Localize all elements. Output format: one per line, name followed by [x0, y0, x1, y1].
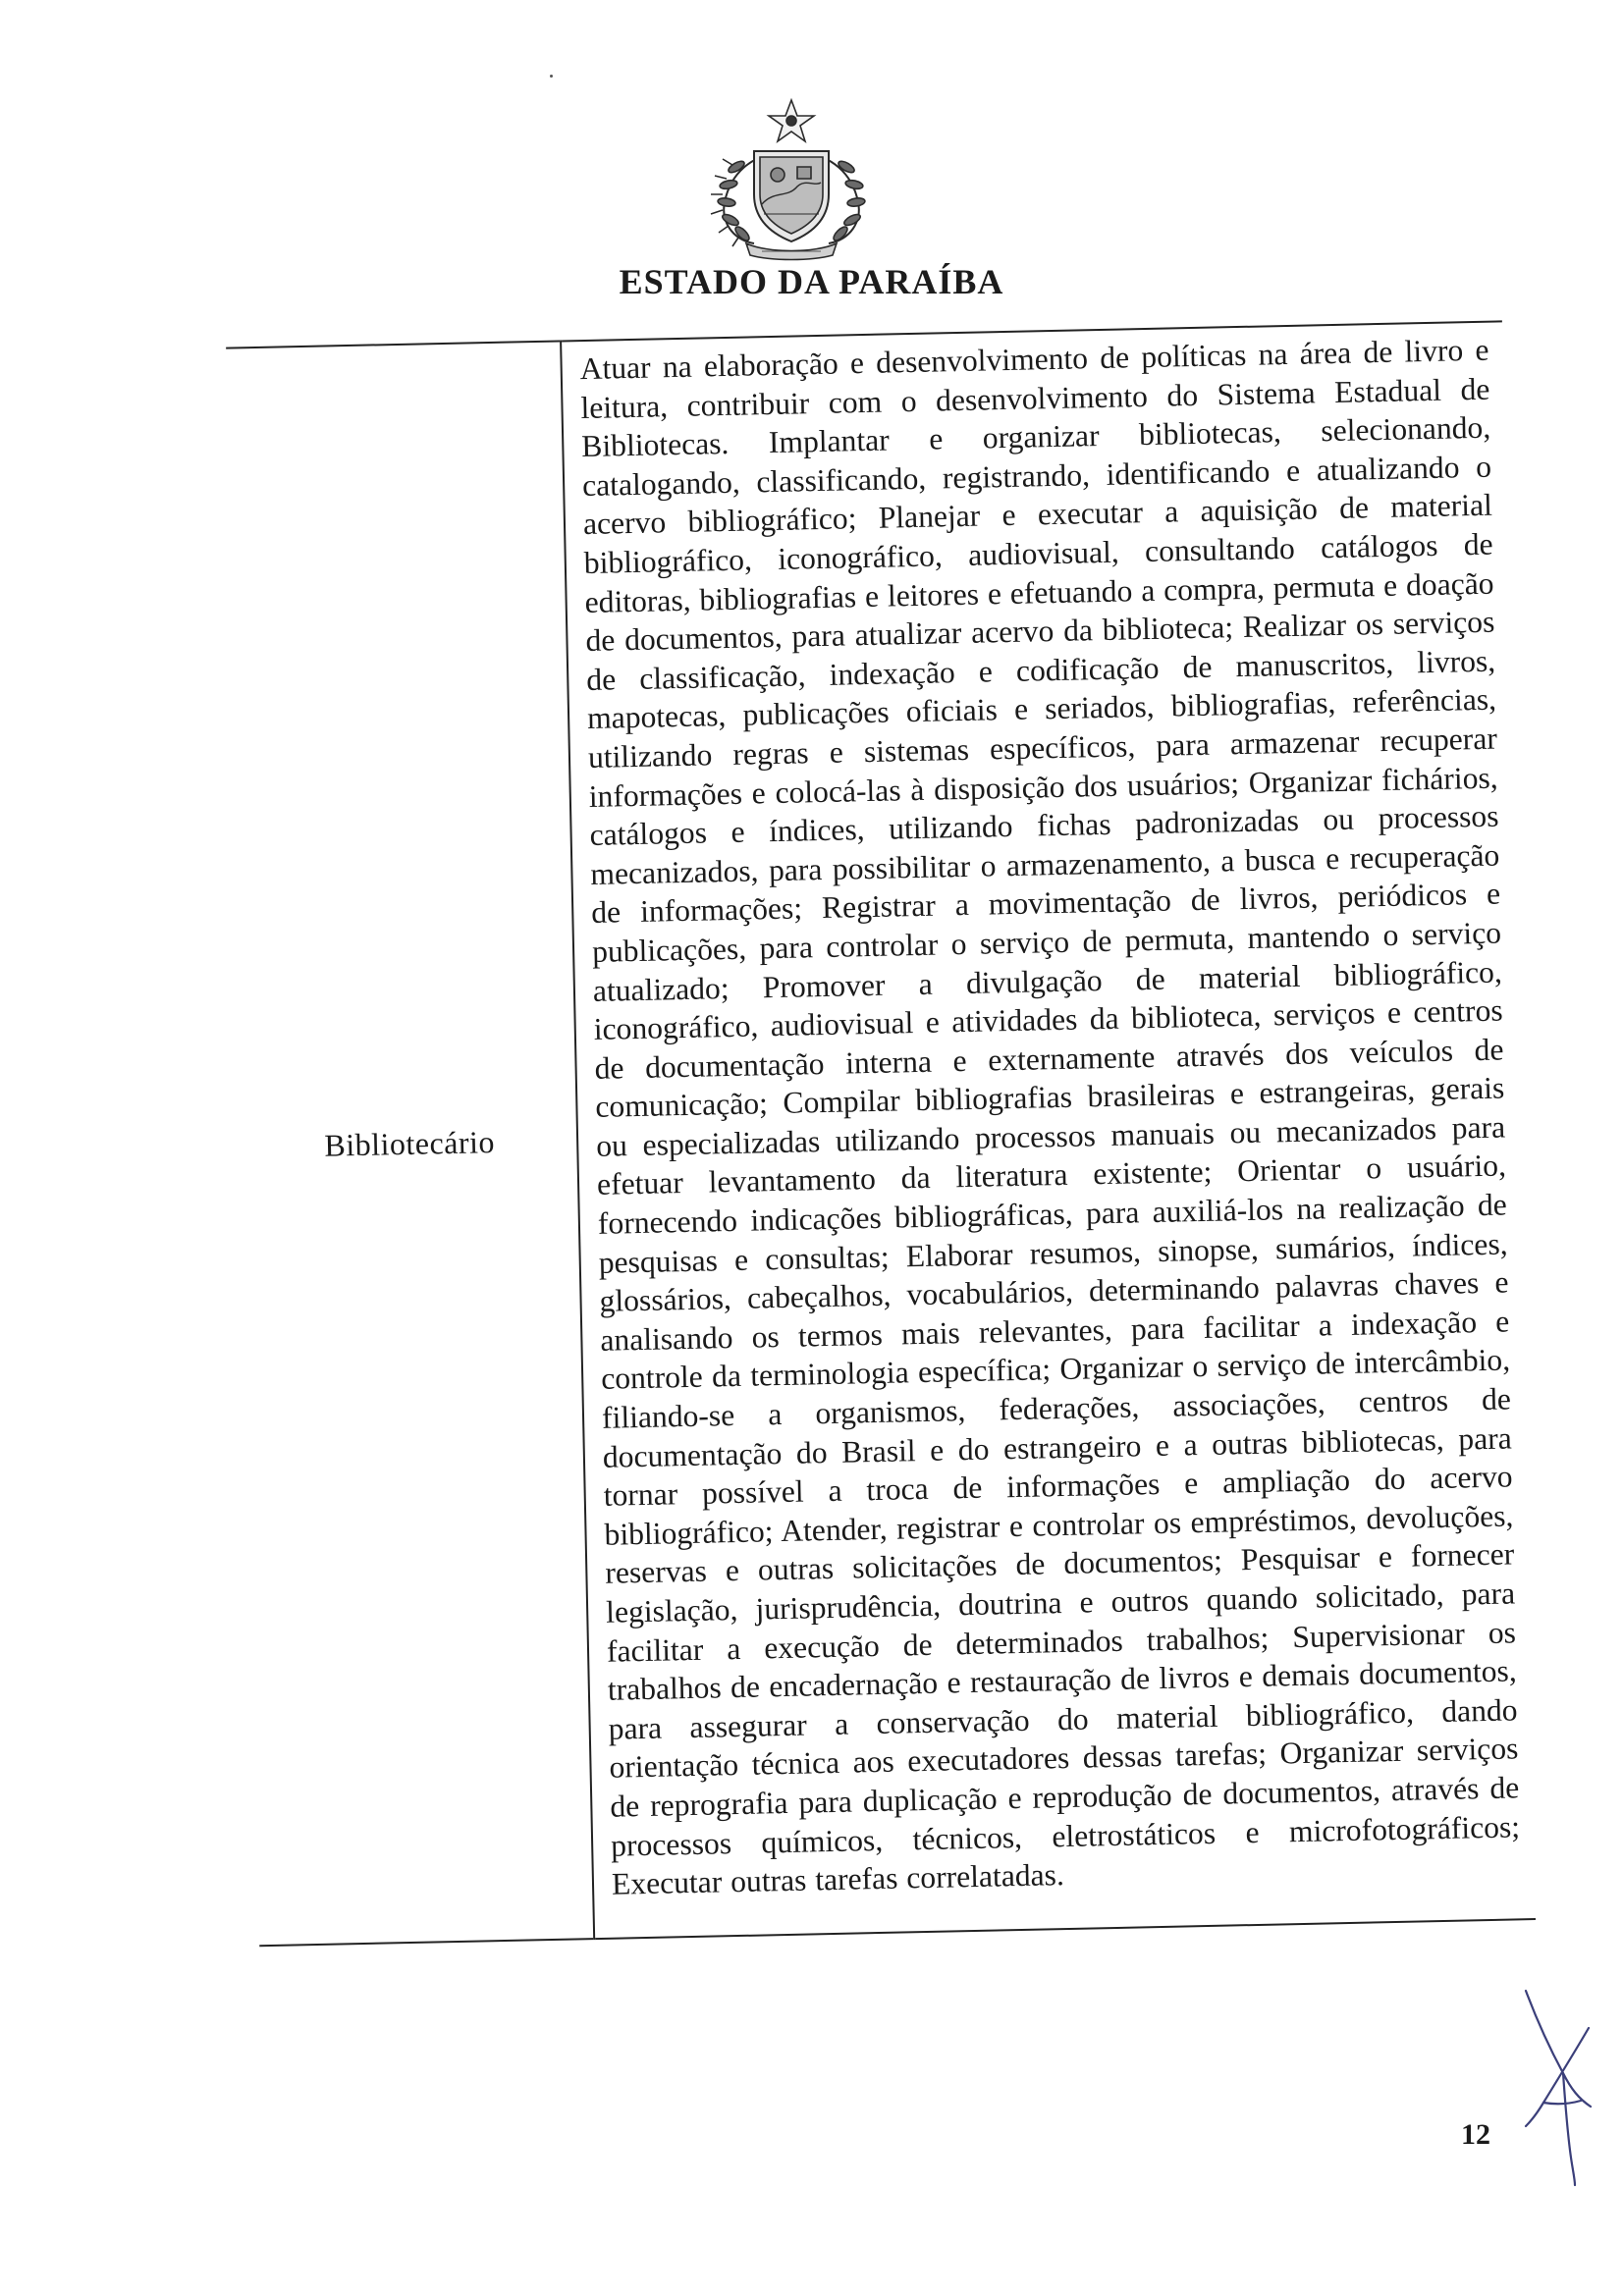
page-number: 12 — [1461, 2118, 1490, 2151]
job-description-table — [226, 320, 1536, 1947]
description-cell — [561, 321, 1536, 1939]
scan-speck — [550, 75, 553, 78]
state-title: ESTADO DA PARAÍBA — [619, 262, 1004, 301]
table-row — [226, 321, 1536, 1946]
role-label: Bibliotecário — [324, 1123, 496, 1163]
coat-of-arms-icon — [703, 96, 880, 261]
role-description: Atuar na elaboração e desenvolvimento de políticas na área de livro e leitura, contribuir com o desenvolvimento do Sistema Estadual de Bibliotecas. Implantar e organizar bibliotecas, selecionando, catalogando, classificando, registrando, identificando e atualizando o acervo bibliográfico; Planejar e executar a aquisição de material bibliográfico, iconográfico, audiovisual, consultando catálogos de editoras, bibliografias e leitores e efetuando a compra, permuta e doação de documentos, para atualizar acervo da biblioteca; Realizar os serviços de classificação, indexação e codificação de manuscritos, livros, mapotecas, publicações oficiais e seriados, bibliografias, referências, utilizando regras e sistemas específicos, para armazenar recuperar informações e colocá-las à disposição dos usuários; Organizar fichários, catálogos e índices, utilizando fichas padronizadas ou processos mecanizados, para possibilitar o armazenamento, a busca e recuperação de informações; Registrar a movimentação de livros, periódicos e publicações, para controlar o serviço de permuta, mantendo o serviço atualizado; Promover a divulgação de material bibliográfico, iconográfico, audiovisual e atividades da biblioteca, serviços e centros de documentação interna e externamente através dos veículos de comunicação; Compilar bibliografias brasileiras e estrangeiras, gerais ou especializadas utilizando processos manuais ou mecanizados para efetuar levantamento da literatura existente; Orientar o usuário, fornecendo indicações bibliográficas, para auxiliá-los na realização de pesquisas e consultas; Elaborar resumos, sinopse, sumários, índices, glossários, cabeçalhos, vocabulários, determinando palavras chaves e analisando os termos mais relevantes, para facilitar a indexação e controle da terminologia específica; Organizar o serviço de intercâmbio, filiando-se a organismos, federações, associações, centros de documentação do Brasil e do estrangeiro e a outras bibliotecas, para tornar possível a troca de informações e ampliação do acervo bibliográfico; Atender, registrar e controlar os empréstimos, devoluções, reservas e outras solicitações de documentos; Pesquisar e fornecer legislação, jurisprudência, doutrina e outros quando solicitado, para facilitar a execução de determinados trabalhos; Supervisionar os trabalhos de encadernação e restauração de livros e demais documentos, para assegurar a conservação do material bibliográfico, dando orientação técnica aos executadores dessas tarefas; Organizar serviços de reprografia para duplicação e reprodução de documentos, através de processos químicos, técnicos, eletrostáticos e microfotográficos; Executar outras tarefas correlatadas. — [579, 332, 1521, 1901]
job-description-table-wrapper — [226, 320, 1536, 1947]
role-cell — [226, 341, 594, 1946]
signature-icon — [1520, 1983, 1598, 2189]
